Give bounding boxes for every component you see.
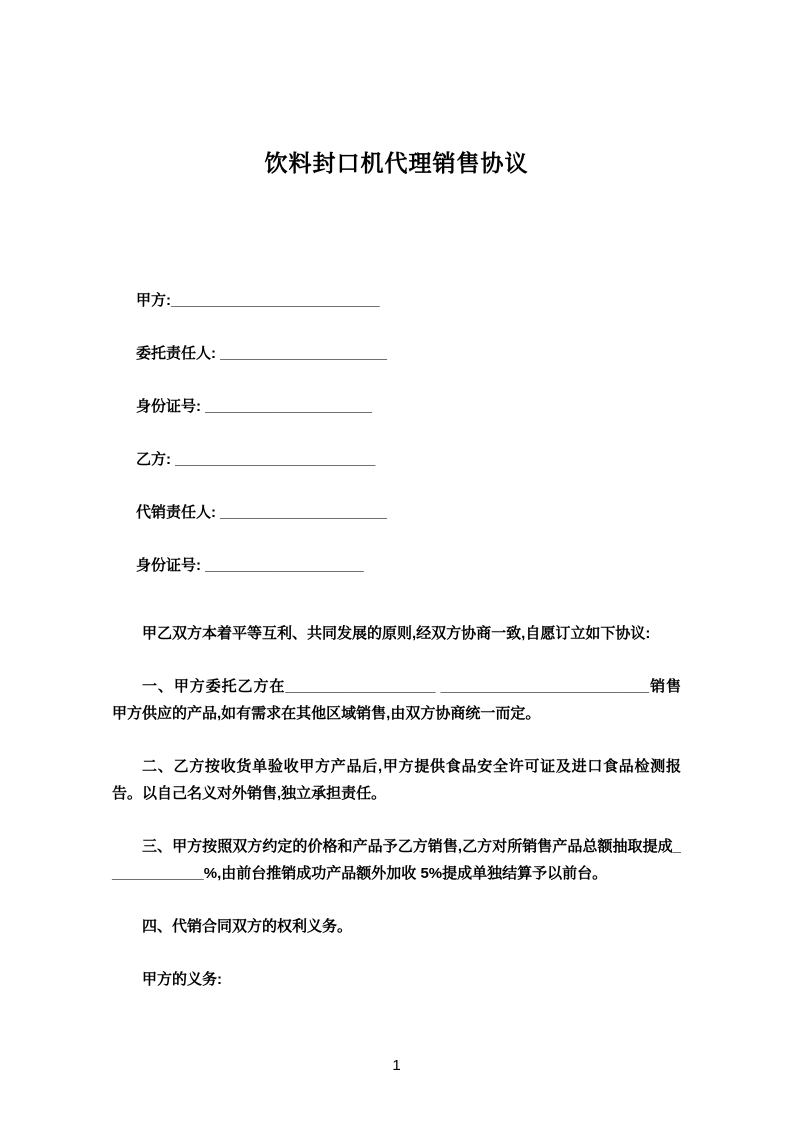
party-a-obligations-heading: 甲方的义务:	[142, 971, 222, 988]
field-agent-contact: 代销责任人: ____________________	[136, 504, 388, 521]
field-entrusted-contact: 委托责任人: ____________________	[136, 345, 388, 362]
document-title: 饮料封口机代理销售协议	[264, 150, 529, 176]
clause-2: 二、乙方按收货单验收甲方产品后,甲方提供食品安全许可证及进口食品检测报告。以自己名义对外销售,独立承担责任。	[112, 758, 681, 802]
field-id-number-a: 身份证号: ____________________	[136, 398, 373, 415]
field-party-a: 甲方:_________________________	[136, 292, 380, 309]
clause-1: 一、甲方委托乙方在__________________ _________________________销售甲方供应的产品,如有需求在其他区域销售,由双方协商统一而定。	[112, 678, 681, 722]
field-id-number-b: 身份证号: ___________________	[136, 557, 364, 574]
clause-4: 四、代销合同双方的权利义务。	[142, 918, 353, 935]
clause-3: 三、甲方按照双方约定的价格和产品予乙方销售,乙方对所销售产品总额抽取提成____________%,由前台推销成功产品额外加收 5%提成单独结算予以前台。	[112, 838, 681, 882]
field-party-b: 乙方: ________________________	[136, 451, 376, 468]
document-body	[112, 620, 681, 993]
page-number: 1	[392, 1057, 401, 1074]
form-fields	[112, 290, 681, 576]
agreement-preamble: 甲乙双方本着平等互利、共同发展的原则,经双方协商一致,自愿订立如下协议:	[142, 625, 651, 642]
